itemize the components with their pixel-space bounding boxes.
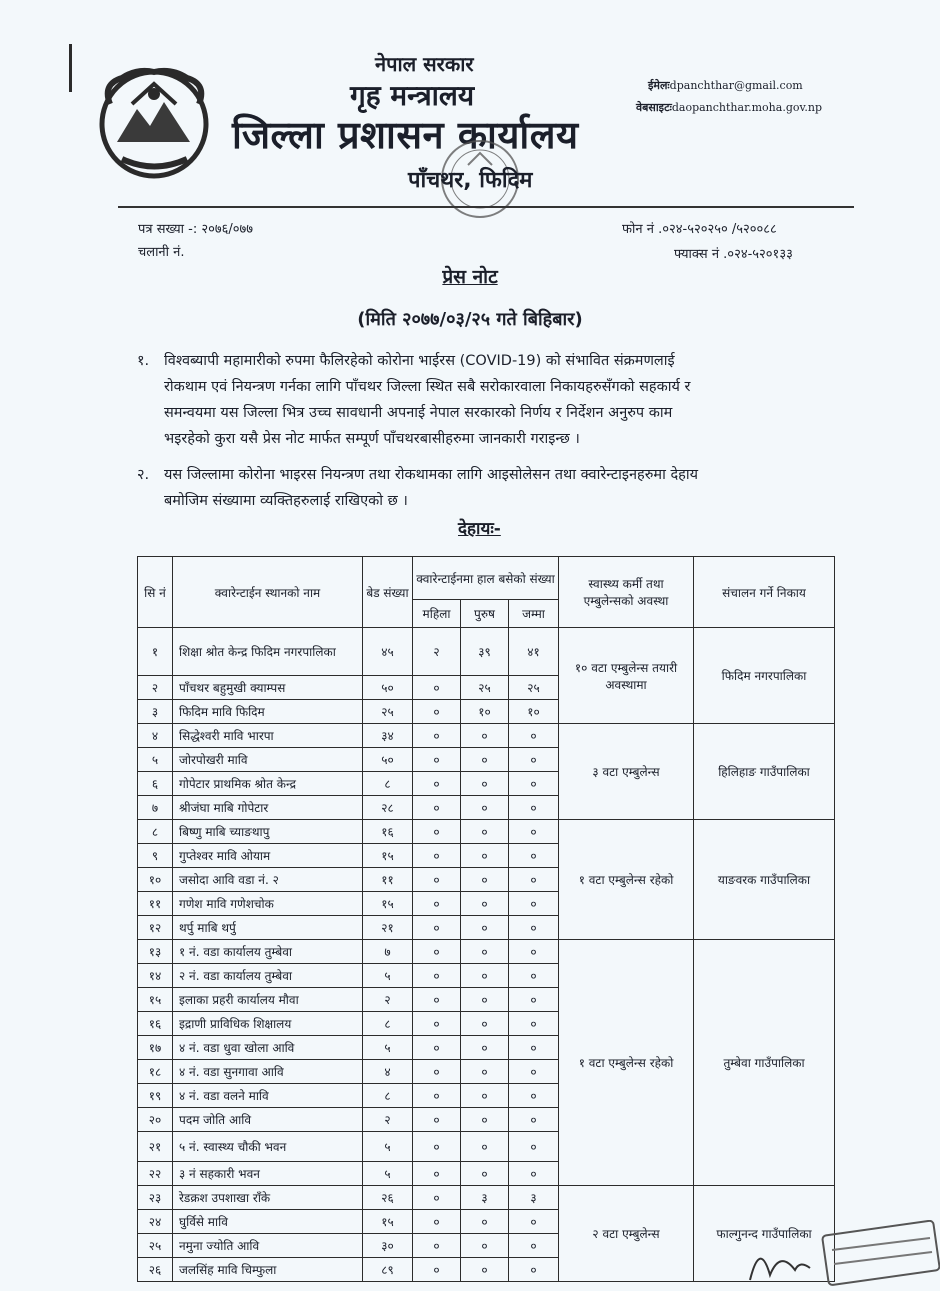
row-female: ० [413,748,461,772]
paragraph-line: बमोजिम संख्यामा व्यक्तिहरुलाई राखिएको छ । [164,493,408,509]
row-beds: १५ [363,1210,413,1234]
row-sn: ३ [138,700,173,724]
row-female: ० [413,1084,461,1108]
paragraph-line: यस जिल्लामा कोरोना भाइरस नियन्त्रण तथा रोकथामका लागि आइसोलेसन तथा क्वारेन्टाइनहरुमा देहाय [164,467,699,483]
header-total: जम्मा [509,600,559,628]
row-sn: २४ [138,1210,173,1234]
contact-email [648,78,803,93]
paragraph-1 [137,348,842,458]
row-sn: २० [138,1108,173,1132]
row-beds: ३० [363,1234,413,1258]
row-male: ० [461,916,509,940]
email-value: dpanchthar@gmail.com [669,79,803,92]
row-male: ० [461,988,509,1012]
header-rule [118,206,854,208]
contact-website [636,100,822,115]
row-sn: १७ [138,1036,173,1060]
row-male: ० [461,1084,509,1108]
row-total: ० [509,1132,559,1162]
website-value: daopanchthar.moha.gov.np [671,101,823,114]
row-female: ० [413,1258,461,1282]
table-row [138,628,835,676]
row-total: ० [509,1162,559,1186]
row-total: ० [509,1084,559,1108]
row-place-name: इलाका प्रहरी कार्यालय मौवा [173,988,363,1012]
group-agency: फिदिम नगरपालिका [694,628,835,724]
row-beds: ७ [363,940,413,964]
fax-number: फ्याक्स नं .०२४-५२०१३३ [674,247,793,262]
row-place-name: ३ नं सहकारी भवन [173,1162,363,1186]
row-female: ० [413,964,461,988]
row-place-name: श्रीजंघा माबि गोपेटार [173,796,363,820]
row-beds: ५ [363,1036,413,1060]
row-total: ० [509,940,559,964]
row-sn: ८ [138,820,173,844]
letter-number: पत्र सख्या -: २०७६/०७७ [138,222,254,237]
row-beds: २८ [363,796,413,820]
row-male: ० [461,1162,509,1186]
row-male: ० [461,1060,509,1084]
row-female: ० [413,700,461,724]
row-total: ३ [509,1186,559,1210]
group-agency: फाल्गुनन्द गाउँपालिका [694,1186,835,1282]
row-sn: १२ [138,916,173,940]
row-sn: १४ [138,964,173,988]
row-male: २५ [461,676,509,700]
row-place-name: ४ नं. वडा धुवा खोला आवि [173,1036,363,1060]
row-sn: १६ [138,1012,173,1036]
row-beds: १५ [363,892,413,916]
row-total: ० [509,988,559,1012]
paragraph-line: भइरहेको कुरा यसै प्रेस नोट मार्फत सम्पूर्ण पाँचथरबासीहरुमा जानकारी गराइन्छ । [164,431,580,447]
row-male: ० [461,1108,509,1132]
row-place-name: नमुना ज्योति आवि [173,1234,363,1258]
row-female: ० [413,868,461,892]
schedule-heading: देहायः- [458,519,501,539]
row-female: ० [413,892,461,916]
ministry-name: गृह मन्त्रालय [350,79,475,112]
row-female: २ [413,628,461,676]
row-male: ३९ [461,628,509,676]
row-male: ० [461,964,509,988]
header-beds: बेड संख्या [363,557,413,628]
row-beds: ५ [363,1162,413,1186]
row-male: ० [461,1258,509,1282]
group-health-status: १ वटा एम्बुलेन्स रहेको [559,820,694,940]
paragraph-line: समन्वयमा यस जिल्ला भित्र उच्च सावधानी अपनाई नेपाल सरकारको निर्णय र निर्देशन अनुरुप काम [164,405,673,421]
table-row [138,1186,835,1210]
row-female: ० [413,1234,461,1258]
row-sn: ६ [138,772,173,796]
group-agency: तुम्बेवा गाउँपालिका [694,940,835,1186]
row-place-name: बिष्णु माबि च्याङथापु [173,820,363,844]
table-row [138,820,835,844]
row-beds: २ [363,1108,413,1132]
row-total: ० [509,820,559,844]
email-label: ईमेलः [648,79,670,92]
row-sn: १८ [138,1060,173,1084]
row-sn: ७ [138,796,173,820]
header-place: क्वारेन्टाईन स्थानको नाम [173,557,363,628]
signature-stamp-icon [740,1220,940,1291]
row-place-name: २ नं. वडा कार्यालय तुम्बेवा [173,964,363,988]
row-male: ० [461,748,509,772]
row-beds: २५ [363,700,413,724]
row-beds: ५० [363,676,413,700]
row-male: ० [461,892,509,916]
phone-number: फोन नं .०२४-५२०२५० /५२००८८ [622,222,777,237]
row-place-name: थर्पु माबि थर्पु [173,916,363,940]
row-place-name: ५ नं. स्वास्थ्य चौकी भवन [173,1132,363,1162]
row-female: ० [413,772,461,796]
header-agency: संचालन गर्ने निकाय [694,557,835,628]
paragraph-number: १. [137,353,150,369]
website-label: वेबसाइटः [636,101,672,114]
group-health-status: २ वटा एम्बुलेन्स [559,1186,694,1282]
row-beds: २६ [363,1186,413,1210]
paragraph-text [164,348,690,452]
page-title: प्रेस नोट [442,266,498,288]
row-female: ० [413,1060,461,1084]
row-place-name: इद्राणी प्राविधिक शिक्षालय [173,1012,363,1036]
row-total: ० [509,1210,559,1234]
row-sn: १९ [138,1084,173,1108]
group-agency: याङवरक गाउँपालिका [694,820,835,940]
row-male: ० [461,1210,509,1234]
row-female: ० [413,1186,461,1210]
row-beds: २१ [363,916,413,940]
dispatch-number: चलानी नं. [138,245,185,260]
row-place-name: ४ नं. वडा वलने मावि [173,1084,363,1108]
row-female: ० [413,988,461,1012]
row-beds: ११ [363,868,413,892]
row-female: ० [413,676,461,700]
government-emblem-icon [92,64,217,182]
row-total: ४१ [509,628,559,676]
row-beds: २ [363,988,413,1012]
group-health-status: १ वटा एम्बुलेन्स रहेको [559,940,694,1186]
row-total: १० [509,700,559,724]
row-male: ० [461,1132,509,1162]
table-row [138,724,835,748]
row-total: ० [509,1060,559,1084]
row-place-name: गणेश मावि गणेशचोक [173,892,363,916]
row-female: ० [413,1036,461,1060]
row-sn: १० [138,868,173,892]
row-total: ० [509,868,559,892]
row-beds: ८ [363,772,413,796]
row-total: ० [509,772,559,796]
row-beds: ३४ [363,724,413,748]
paragraph-line: रोकथाम एवं नियन्त्रण गर्नका लागि पाँचथर जिल्ला स्थित सबै सरोकारवाला निकायहरुसँगको सहकार्य र [164,379,691,395]
row-male: १० [461,700,509,724]
row-female: ० [413,1162,461,1186]
row-female: ० [413,844,461,868]
office-location: पाँचथर, फिदिम [408,168,533,193]
row-female: ० [413,940,461,964]
row-female: ० [413,1012,461,1036]
row-sn: २२ [138,1162,173,1186]
row-place-name: घुर्विसे मावि [173,1210,363,1234]
row-sn: २ [138,676,173,700]
row-male: ० [461,820,509,844]
row-total: ० [509,892,559,916]
row-place-name: शिक्षा श्रोत केन्द्र फिदिम नगरपालिका [173,628,363,676]
row-sn: ९ [138,844,173,868]
header-current: क्वारेन्टाईनमा हाल बसेको संख्या [413,557,559,600]
row-beds: ८९ [363,1258,413,1282]
header-sn: सि नं [138,557,173,628]
row-beds: ८ [363,1084,413,1108]
row-male: ० [461,940,509,964]
row-male: ० [461,868,509,892]
row-total: ० [509,724,559,748]
row-male: ० [461,724,509,748]
row-male: ० [461,772,509,796]
row-sn: २१ [138,1132,173,1162]
group-health-status: ३ वटा एम्बुलेन्स [559,724,694,820]
row-place-name: १ नं. वडा कार्यालय तुम्बेवा [173,940,363,964]
row-total: ० [509,748,559,772]
row-beds: ४ [363,1060,413,1084]
row-beds: १६ [363,820,413,844]
group-health-status: १० वटा एम्बुलेन्स तयारी अवस्थामा [559,628,694,724]
row-place-name: फिदिम मावि फिदिम [173,700,363,724]
row-total: ० [509,1108,559,1132]
row-female: ० [413,916,461,940]
government-name: नेपाल सरकार [375,52,474,76]
row-total: २५ [509,676,559,700]
row-sn: १५ [138,988,173,1012]
row-beds: ४५ [363,628,413,676]
row-total: ० [509,1036,559,1060]
row-place-name: गुप्तेश्वर मावि ओयाम [173,844,363,868]
header-health: स्वास्थ्य कर्मी तथा एम्बुलेन्सको अवस्था [559,557,694,628]
row-beds: ५० [363,748,413,772]
header-female: महिला [413,600,461,628]
row-place-name: जलसिंह मावि चिम्फुला [173,1258,363,1282]
quarantine-table [137,556,835,1282]
row-sn: ११ [138,892,173,916]
row-female: ० [413,724,461,748]
paragraph-text [164,462,698,514]
row-place-name: पदम जोति आवि [173,1108,363,1132]
row-male: ३ [461,1186,509,1210]
row-total: ० [509,796,559,820]
row-total: ० [509,1012,559,1036]
row-place-name: ४ नं. वडा सुनगावा आवि [173,1060,363,1084]
table-row [138,940,835,964]
row-beds: ८ [363,1012,413,1036]
row-female: ० [413,1132,461,1162]
row-total: ० [509,964,559,988]
margin-mark [69,44,72,92]
group-agency: हिलिहाङ गाउँपालिका [694,724,835,820]
row-male: ० [461,796,509,820]
paragraph-2 [137,462,842,518]
row-sn: २५ [138,1234,173,1258]
press-date: (मिति २०७७/०३/२५ गते बिहिबार) [357,309,583,330]
paragraph-number: २. [137,467,150,483]
row-place-name: रेडक्रश उपशाखा राँके [173,1186,363,1210]
paragraph-line: विश्वब्यापी महामारीको रुपमा फैलिरहेको कोरोना भाईरस (COVID-19) को संभावित संक्रमणलाई [164,353,675,369]
row-beds: ५ [363,964,413,988]
row-female: ० [413,1108,461,1132]
office-name: जिल्ला प्रशासन कार्यालय [232,113,579,157]
row-sn: ४ [138,724,173,748]
row-female: ० [413,820,461,844]
row-beds: ५ [363,1132,413,1162]
header-male: पुरुष [461,600,509,628]
row-beds: १५ [363,844,413,868]
row-sn: १ [138,628,173,676]
row-place-name: गोपेटार प्राथमिक श्रोत केन्द्र [173,772,363,796]
row-place-name: जसोदा आवि वडा नं. २ [173,868,363,892]
row-place-name: सिद्धेश्वरी मावि भारपा [173,724,363,748]
row-place-name: जोरपोखरी मावि [173,748,363,772]
row-total: ० [509,844,559,868]
row-male: ० [461,844,509,868]
row-male: ० [461,1036,509,1060]
row-total: ० [509,1258,559,1282]
row-total: ० [509,1234,559,1258]
row-female: ० [413,796,461,820]
row-male: ० [461,1012,509,1036]
row-sn: २६ [138,1258,173,1282]
row-sn: ५ [138,748,173,772]
row-total: ० [509,916,559,940]
row-male: ० [461,1234,509,1258]
row-place-name: पाँचथर बहुमुखी क्याम्पस [173,676,363,700]
row-female: ० [413,1210,461,1234]
row-sn: २३ [138,1186,173,1210]
table-body [138,628,835,1282]
row-sn: १३ [138,940,173,964]
